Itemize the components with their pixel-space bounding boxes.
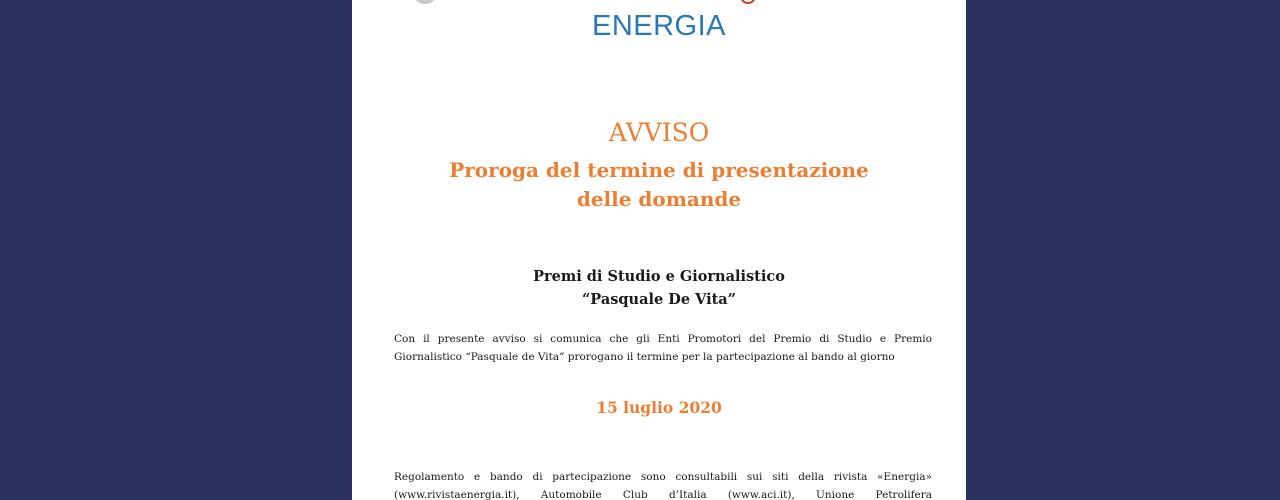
deadline-date: 15 luglio 2020: [596, 398, 722, 417]
regulations-line-2: (www.rivistaenergia.it), Automobile Club d’Italia (www.aci.it), Unione Petrolifera: [394, 489, 932, 500]
energia-logo: ENERGIA: [591, 10, 727, 42]
notice-title: AVVISO: [608, 118, 710, 147]
award-heading-line-2: “Pasquale De Vita”: [581, 291, 737, 308]
announcement-line-2: Giornalistico “Pasquale de Vita” prorogano il termine per la partecipazione al bando al giorno: [394, 351, 895, 363]
announcement-line-1: Con il presente avviso si comunica che gli Enti Promotori del Premio di Studio e Premio: [394, 333, 932, 345]
award-heading-line-1: Premi di Studio e Giornalistico: [533, 268, 785, 285]
seal-logo-fragment: [740, 0, 756, 4]
regulations-line-1: Regolamento e bando di partecipazione sono consultabili sui siti della rivista «Energia»: [394, 471, 932, 483]
announcement-paragraph: [394, 330, 932, 366]
document-page: [352, 0, 966, 500]
notice-subtitle: [352, 156, 966, 214]
notice-subtitle-line-1: Proroga del termine di presentazione: [449, 158, 869, 182]
award-heading: [352, 265, 966, 311]
partner-logo-fragment: [414, 0, 436, 4]
regulations-paragraph: [394, 468, 932, 500]
notice-subtitle-line-2: delle domande: [576, 187, 742, 211]
